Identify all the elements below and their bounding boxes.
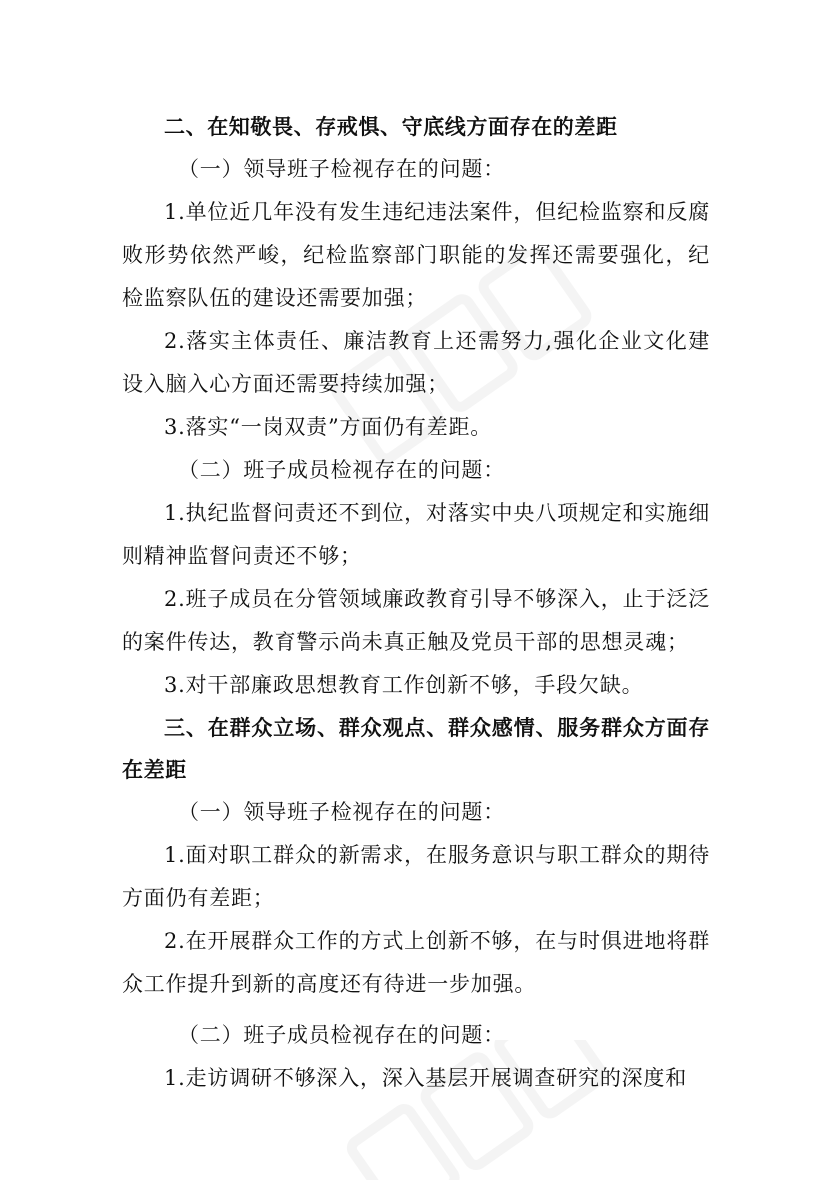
section-heading: 二、在知敬畏、存戒惧、守底线方面存在的差距 bbox=[164, 115, 618, 139]
list-item: 3.对干部廉政思想教育工作创新不够，手段欠缺。 bbox=[164, 673, 644, 697]
subsection-title: （一）领导班子检视存在的问题： bbox=[178, 157, 505, 181]
subsection-title: （二）班子成员检视存在的问题： bbox=[178, 1023, 505, 1047]
list-item: 1.单位近几年没有发生违纪违法案件，但纪检监察和反腐败形势依然严峻，纪检监察部门职能的发挥还需要强化，纪检监察队伍的建设还需要加强； bbox=[122, 200, 710, 310]
list-item: 2.在开展群众工作的方式上创新不够，在与时俱进地将群众工作提升到新的高度还有待进一步加强。 bbox=[122, 929, 710, 996]
list-item: 1.走访调研不够深入，深入基层开展调查研究的深度和 bbox=[164, 1066, 688, 1090]
list-item: 1.执纪监督问责还不到位，对落实中央八项规定和实施细则精神监督问责还不够； bbox=[122, 501, 710, 568]
section-heading: 三、在群众立场、群众观点、群众感情、服务群众方面存在差距 bbox=[122, 716, 710, 782]
subsection-title: （二）班子成员检视存在的问题： bbox=[178, 458, 505, 482]
list-item: 1.面对职工群众的新需求，在服务意识与职工群众的期待方面仍有差距； bbox=[122, 843, 710, 910]
document-body bbox=[122, 106, 710, 1100]
subsection-title: （一）领导班子检视存在的问题： bbox=[178, 800, 505, 824]
list-item: 2.班子成员在分管领域廉政教育引导不够深入，止于泛泛的案件传达，教育警示尚未真正触及党员干部的思想灵魂； bbox=[122, 587, 710, 654]
list-item: 3.落实“一岗双责”方面仍有差距。 bbox=[164, 415, 493, 439]
list-item: 2.落实主体责任、廉洁教育上还需努力,强化企业文化建设入脑入心方面还需要持续加强； bbox=[122, 329, 710, 396]
